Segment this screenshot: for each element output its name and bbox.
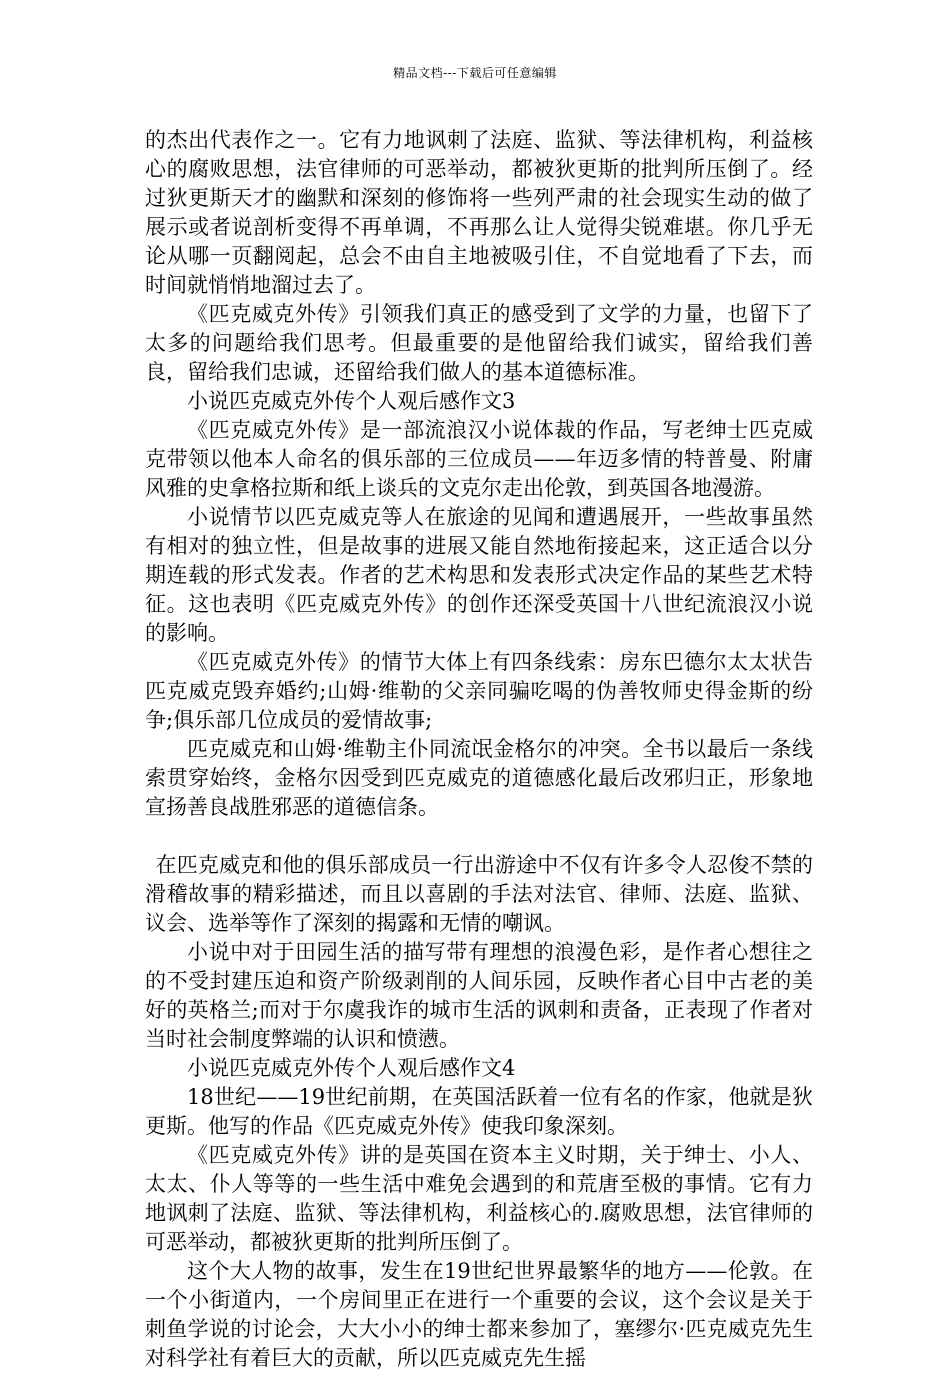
paragraph: 小说匹克威克外传个人观后感作文4 <box>187 1056 516 1080</box>
paragraph: 这个大人物的故事，发生在19世纪世界最繁华的地方——伦敦。在一个小街道内，一个房间里正在进行一个重要的会议，这个会议是关于刺鱼学说的讨论会，大大小小的绅士都来参加了，塞缪尔·匹克威克先生对科学社有着巨大的贡献，所以匹克威克先生摇 <box>145 1259 813 1370</box>
paragraph: 《匹克威克外传》引领我们真正的感受到了文学的力量，也留下了太多的问题给我们思考。但最重要的是他留给我们诚实，留给我们善良，留给我们忠诚，还留给我们做人的基本道德标准。 <box>145 302 813 384</box>
paragraph: 在匹克威克和他的俱乐部成员一行出游途中不仅有许多令人忍俊不禁的滑稽故事的精彩描述，而且以喜剧的手法对法官、律师、法庭、监狱、议会、选举等作了深刻的揭露和无情的嘲讽。 <box>145 853 813 935</box>
paragraph: 《匹克威克外传》讲的是英国在资本主义时期，关于绅士、小人、太太、仆人等等的一些生活中难免会遇到的和荒唐至极的事情。它有力地讽刺了法庭、监狱、等法律机构，利益核心的.腐败思想，法官律师的可恶举动，都被狄更斯的批判所压倒了。 <box>145 1143 813 1254</box>
page-header: 精品文档---下载后可任意编辑 <box>393 66 557 80</box>
document-body <box>145 126 813 1373</box>
paragraph: 《匹克威克外传》是一部流浪汉小说体裁的作品，写老绅士匹克威克带领以他本人命名的俱乐部的三位成员——年迈多情的特普曼、附庸风雅的史拿格拉斯和纸上谈兵的文克尔走出伦敦，到英国各地漫游。 <box>145 418 813 500</box>
paragraph: 小说中对于田园生活的描写带有理想的浪漫色彩，是作者心想往之的不受封建压迫和资产阶级剥削的人间乐园，反映作者心目中古老的美好的英格兰;而对于尔虞我诈的城市生活的讽刺和责备，正表现了作者对当时社会制度弊端的认识和愤懑。 <box>145 940 813 1051</box>
paragraph: 18世纪——19世纪前期，在英国活跃着一位有名的作家，他就是狄更斯。他写的作品《匹克威克外传》使我印象深刻。 <box>145 1085 813 1138</box>
paragraph: 小说情节以匹克威克等人在旅途的见闻和遭遇展开，一些故事虽然有相对的独立性，但是故事的进展又能自然地衔接起来，这正适合以分期连载的形式发表。作者的艺术构思和发表形式决定作品的某些艺术特征。这也表明《匹克威克外传》的创作还深受英国十八世纪流浪汉小说的影响。 <box>145 505 813 645</box>
paragraph: 的杰出代表作之一。它有力地讽刺了法庭、监狱、等法律机构，利益核心的腐败思想，法官律师的可恶举动，都被狄更斯的批判所压倒了。经过狄更斯天才的幽默和深刻的修饰将一些列严肃的社会现实生动的做了展示或者说剖析变得不再单调，不再那么让人觉得尖锐难堪。你几乎无论从哪一页翻阅起，总会不由自主地被吸引住，不自觉地看了下去，而时间就悄悄地溜过去了。 <box>145 128 813 297</box>
paragraph: 匹克威克和山姆·维勒主仆同流氓金格尔的冲突。全书以最后一条线索贯穿始终，金格尔因受到匹克威克的道德感化最后改邪归正，形象地宣扬善良战胜邪恶的道德信条。 <box>145 737 813 819</box>
paragraph: 小说匹克威克外传个人观后感作文3 <box>187 389 516 413</box>
blank-line <box>145 822 813 851</box>
paragraph: 《匹克威克外传》的情节大体上有四条线索：房东巴德尔太太状告匹克威克毁弃婚约;山姆·维勒的父亲同骗吃喝的伪善牧师史得金斯的纷争;俱乐部几位成员的爱情故事; <box>145 650 813 732</box>
